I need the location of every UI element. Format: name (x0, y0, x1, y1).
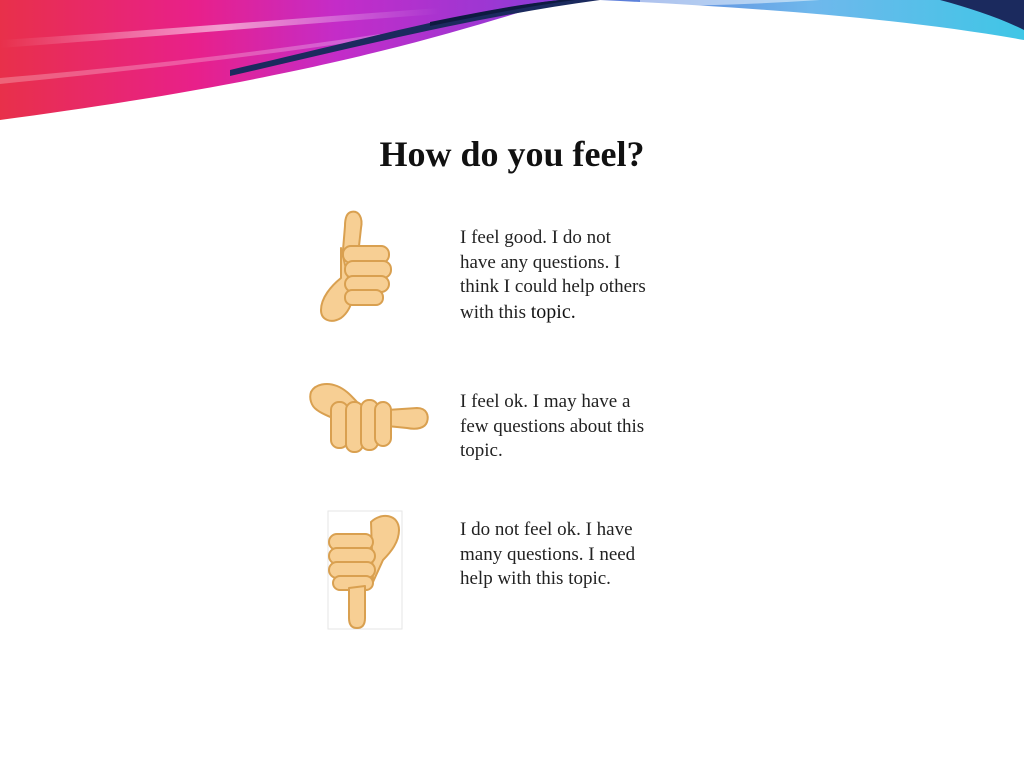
caption-line: have any questions. I (460, 251, 621, 273)
caption-line: few questions about this (460, 415, 645, 437)
caption-line: with this (460, 301, 526, 323)
option-feel-good (297, 196, 711, 346)
caption-line: many questions. I need (460, 543, 636, 565)
option-caption (460, 390, 705, 464)
option-caption (460, 518, 705, 592)
caption-line: think I could help others (460, 276, 646, 297)
feeling-options-card (297, 196, 711, 640)
option-caption (460, 226, 705, 325)
option-not-ok (297, 504, 711, 640)
caption-line: topic. (460, 440, 503, 461)
caption-line: I feel ok. I may have a (460, 391, 631, 412)
caption-line: I feel good. I do not (460, 227, 611, 248)
caption-tail: topic. (530, 300, 576, 323)
caption-line: help with this topic. (460, 568, 611, 589)
option-feel-ok (297, 366, 711, 496)
page-title: How do you feel? (379, 134, 645, 174)
thumbs-up-icon (313, 206, 395, 326)
caption-line: I do not feel ok. I have (460, 519, 633, 540)
thumbs-down-icon (327, 510, 403, 630)
thumbs-sideways-icon (309, 380, 431, 460)
decorative-banner (0, 0, 1024, 130)
